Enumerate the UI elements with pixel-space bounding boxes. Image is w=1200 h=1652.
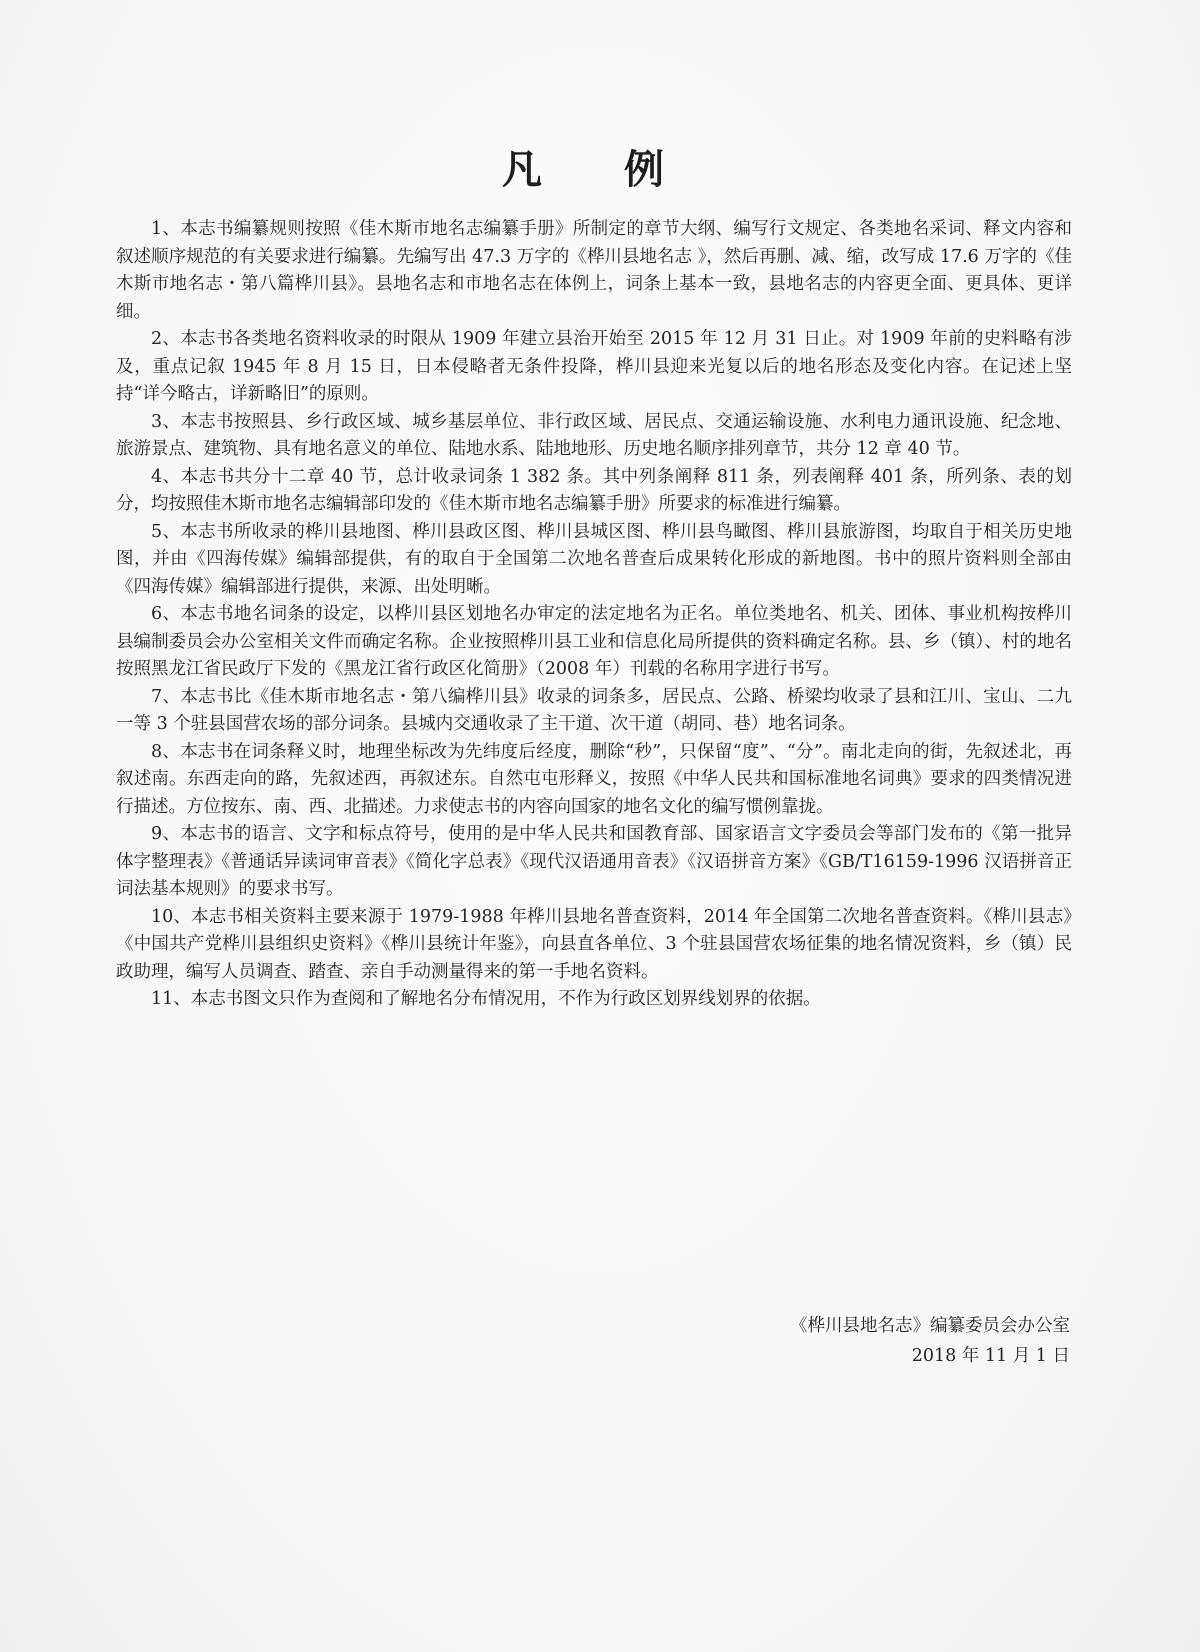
- rule-paragraph-7: 7、本志书比《佳木斯市地名志・第八编桦川县》收录的词条多，居民点、公路、桥梁均收录了县和江川、宝山、二九一等 3 个驻县国营农场的部分词条。县城内交通收录了主干道、次干道（胡同、巷）地名词条。: [116, 686, 1072, 734]
- preface-body: [116, 216, 1072, 1014]
- rule-paragraph-3: 3、本志书按照县、乡行政区域、城乡基层单位、非行政区域、居民点、交通运输设施、水利电力通讯设施、纪念地、旅游景点、建筑物、具有地名意义的单位、陆地水系、陆地地形、历史地名顺序排列章节，共分 12 章 40 节。: [116, 411, 1072, 459]
- rule-paragraph-8: 8、本志书在词条释义时，地理坐标改为先纬度后经度，删除“秒”，只保留“度”、“分”。南北走向的街，先叙述北，再叙述南。东西走向的路，先叙述西，再叙述东。自然屯屯形释义，按照《中华人民共和国标准地名词典》要求的四类情况进行描述。方位按东、南、西、北描述。力求使志书的内容向国家的地名文化的编写惯例靠拢。: [116, 741, 1072, 817]
- rule-paragraph-1: 1、本志书编纂规则按照《佳木斯市地名志编纂手册》所制定的章节大纲、编写行文规定、各类地名采词、释文内容和叙述顺序规范的有关要求进行编纂。先编写出 47.3 万字的《桦川县地名志 》，然后再删、减、缩，改写成 17.6 万字的《佳木斯市地名志・第八篇桦川县》。县地名志和市地名志在体例上，词条上基本一致，县地名志的内容更全面、更具体、更详细。: [116, 219, 1072, 322]
- rule-paragraph-5: 5、本志书所收录的桦川县地图、桦川县政区图、桦川县城区图、桦川县鸟瞰图、桦川县旅游图，均取自于相关历史地图，并由《四海传媒》编辑部提供，有的取自于全国第二次地名普查后成果转化形成的新地图。书中的照片资料则全部由《四海传媒》编辑部进行提供，来源、出处明晰。: [116, 521, 1072, 597]
- rule-paragraph-9: 9、本志书的语言、文字和标点符号，使用的是中华人民共和国教育部、国家语言文字委员会等部门发布的《第一批异体字整理表》《普通话异读词审音表》《简化字总表》《现代汉语通用音表》《汉语拼音方案》《GB/T16159-1996 汉语拼音正词法基本规则》的要求书写。: [116, 824, 1072, 899]
- signature-block: [790, 1311, 1070, 1371]
- page-title: 凡 例: [502, 147, 698, 193]
- rule-paragraph-2: 2、本志书各类地名资料收录的时限从 1909 年建立县治开始至 2015 年 12 月 31 日止。对 1909 年前的史料略有涉及，重点记叙 1945 年 8 月 15 日，日本侵略者无条件投降，桦川县迎来光复以后的地名形态及变化内容。在记述上坚持“详今略古，详新略旧”的原则。: [116, 329, 1072, 404]
- rule-paragraph-11: 11、本志书图文只作为查阅和了解地名分布情况用，不作为行政区划界线划界的依据。: [151, 989, 821, 1009]
- signature-organization: 《桦川县地名志》编纂委员会办公室: [790, 1316, 1070, 1336]
- rule-paragraph-6: 6、本志书地名词条的设定，以桦川县区划地名办审定的法定地名为正名。单位类地名、机关、团体、事业机构按桦川县编制委员会办公室相关文件而确定名称。企业按照桦川县工业和信息化局所提供的资料确定名称。县、乡（镇）、村的地名按照黑龙江省民政厅下发的《黑龙江省行政区化简册》（2008 年）刊载的名称用字进行书写。: [116, 604, 1072, 679]
- rule-paragraph-4: 4、本志书共分十二章 40 节，总计收录词条 1 382 条。其中列条阐释 811 条，列表阐释 401 条，所列条、表的划分，均按照佳木斯市地名志编辑部印发的《佳木斯市地名志编纂手册》所要求的标准进行编纂。: [116, 466, 1072, 514]
- rule-paragraph-10: 10、本志书相关资料主要来源于 1979-1988 年桦川县地名普查资料，2014 年全国第二次地名普查资料。《桦川县志》《中国共产党桦川县组织史资料》《桦川县统计年鉴》，向县直各单位、3 个驻县国营农场征集的地名情况资料，乡（镇）民政助理，编写人员调查、踏查、亲自手动测量得来的第一手地名资料。: [116, 906, 1072, 982]
- signature-date: 2018 年 11 月 1 日: [911, 1346, 1070, 1366]
